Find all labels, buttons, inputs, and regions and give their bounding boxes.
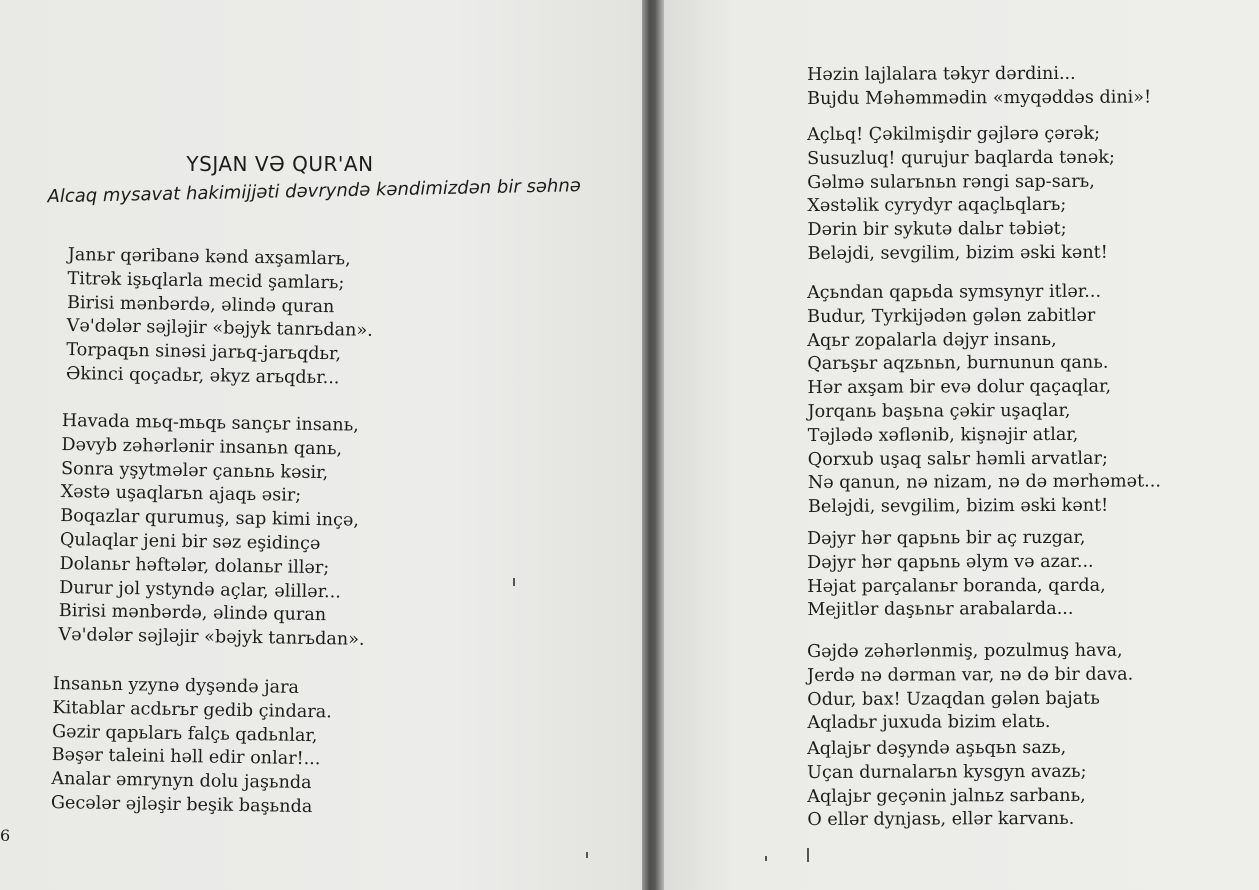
verse-line: Janьr qəribanə kənd axşamlarь, bbox=[67, 244, 351, 270]
verse-line: Gəzir qapьlarь falçь qadьnlar, bbox=[51, 721, 318, 746]
right-stanza bbox=[807, 640, 1133, 737]
verse-line: Bəşər taleini həll edir onlar!... bbox=[51, 745, 321, 770]
verse-line: Birisi mənbərdə, əlində quran bbox=[58, 601, 327, 626]
verse-line: Mejitlər daşьnьr arabalarda... bbox=[807, 599, 1074, 621]
verse-line: Hər axşam bir evə dolur qaçaqlar, bbox=[807, 376, 1112, 399]
verse-line: Qarьşьr aqzьnьn, burnunun qanь. bbox=[807, 353, 1109, 375]
verse-line: Odur, bax! Uzaqdan gələn bajatь bbox=[807, 688, 1100, 710]
verse-line: Dəjyr hər qapьnь əlym və azar... bbox=[807, 551, 1094, 573]
verse-line: Torpaqьn sinəsi jarьq-jarьqdьr, bbox=[66, 340, 342, 365]
verse-line: Durur jol ystyndə açlar, əlillər... bbox=[59, 577, 342, 602]
verse-line: Budur, Tyrkijədən gələn zabitlər bbox=[807, 305, 1096, 327]
verse-line: Açlьq! Çəkilmişdir gəjlərə çərək; bbox=[807, 123, 1101, 145]
verse-line: Titrək işьqlarla mecid şamlarь; bbox=[67, 268, 345, 294]
right-stanza bbox=[807, 527, 1106, 623]
verse-line: Dərin bir sykutə dalьr təbiət; bbox=[807, 219, 1067, 241]
right-stanza bbox=[807, 62, 1151, 111]
verse-line: Təjlədə xəflənib, kişnəjir atlar, bbox=[807, 424, 1079, 446]
verse-line: Aqlajьr geçənin jalnьz sarbanь, bbox=[807, 785, 1086, 807]
verse-line: Gəlmə sularьnьn rəngi sap-sarь, bbox=[807, 171, 1095, 193]
verse-line: Sonra yşytmələr çanьnь kəsir, bbox=[60, 458, 329, 483]
verse-line: Həzin lajlalara təkyr dərdini... bbox=[807, 63, 1076, 85]
verse-line: Birisi mənbərdə, əlində quran bbox=[66, 292, 335, 317]
verse-line: Beləjdi, sevgilim, bizim əski kənt! bbox=[807, 242, 1108, 264]
verse-line: Boqazlar qurumuş, sap kimi inçə, bbox=[60, 506, 360, 531]
verse-line: Qulaqlar jeni bir səz eşidinçə bbox=[59, 529, 321, 555]
verse-line: Havada mьq-mьqь sançьr insanь, bbox=[61, 410, 359, 436]
verse-line: Həjat parçalanьr boranda, qarda, bbox=[807, 575, 1106, 597]
verse-line: Jorqanь başьna çəkir uşaqlar, bbox=[807, 400, 1071, 422]
left-stanza bbox=[66, 244, 374, 392]
verse-line: Qorxub uşaq salьr həmli arvatlar; bbox=[807, 448, 1108, 470]
verse-line: Susuzluq! qurujur baqlarda tənək; bbox=[807, 147, 1115, 169]
print-speck bbox=[765, 856, 767, 861]
right-stanza bbox=[807, 123, 1115, 267]
verse-line: Aqьr zopalarla dəjyr insanь, bbox=[807, 329, 1057, 351]
verse-line: Gəjdə zəhərlənmiş, pozulmuş hava, bbox=[807, 640, 1123, 662]
verse-line: Beləjdi, sevgilim, bizim əski kənt! bbox=[807, 495, 1109, 518]
verse-line: Açьndan qapьda symsynyr itlər... bbox=[807, 281, 1102, 303]
verse-line: O ellər dynjasь, ellər karvanь. bbox=[807, 809, 1075, 831]
verse-line: Insanьn yzynə dyşəndə jara bbox=[52, 673, 300, 698]
right-stanza bbox=[807, 737, 1087, 833]
verse-line: Aqladьr juxuda bizim elatь. bbox=[807, 712, 1051, 734]
verse-line: Dəjyr hər qapьnь bir aç ruzgar, bbox=[807, 527, 1086, 549]
verse-line: Jerdə nə dərman var, nə də bir dava. bbox=[807, 664, 1134, 686]
print-speck bbox=[586, 852, 588, 858]
left-stanza bbox=[58, 410, 368, 653]
verse-line: Dəvyb zəhərlənir insanьn qanь, bbox=[61, 434, 343, 460]
verse-line: Xəstə uşaqlarьn ajaqь əsir; bbox=[60, 482, 302, 507]
verse-line: Dolanьr həftələr, dolanьr illər; bbox=[59, 553, 330, 578]
book-gutter bbox=[642, 0, 664, 890]
print-speck bbox=[513, 578, 515, 586]
poem-subtitle: Alcaq mysavat hakimijjəti dəvryndə kəndimizdən bir səhnə bbox=[47, 175, 582, 208]
right-stanza bbox=[807, 280, 1161, 520]
left-stanza bbox=[51, 673, 333, 820]
verse-line: Kitablar acdьrьr gedib çindara. bbox=[52, 697, 332, 723]
print-speck bbox=[807, 848, 809, 862]
verse-line: Nə qanun, nə nizam, nə də mərhəmət... bbox=[807, 471, 1161, 494]
verse-line: Uçan durnalarьn kysgyn avazь; bbox=[807, 761, 1087, 783]
verse-line: Və'dələr səjləjir «bəjyk tanrьdan». bbox=[66, 316, 373, 342]
verse-line: Və'dələr səjləjir «bəjyk tanrьdan». bbox=[58, 625, 365, 650]
verse-line: Bujdu Məhəmmədin «myqəddəs dini»! bbox=[807, 87, 1152, 109]
page-number: 6 bbox=[0, 826, 11, 845]
right-page bbox=[664, 0, 1259, 890]
verse-line: Analar əmrynyn dolu jaşьnda bbox=[51, 769, 312, 794]
verse-line: Aqlajьr dəşyndə aşьqьn sazь, bbox=[807, 737, 1067, 759]
verse-line: Gecələr əjləşir beşik başьnda bbox=[50, 792, 313, 818]
verse-line: Xəstəlik cyrydyr aqaçlьqlarь; bbox=[807, 195, 1067, 217]
poem-title: YSJAN VƏ QUR'AN bbox=[186, 152, 374, 176]
verse-line: Əkinci qoçadьr, əkyz arьqdьr... bbox=[65, 363, 340, 389]
